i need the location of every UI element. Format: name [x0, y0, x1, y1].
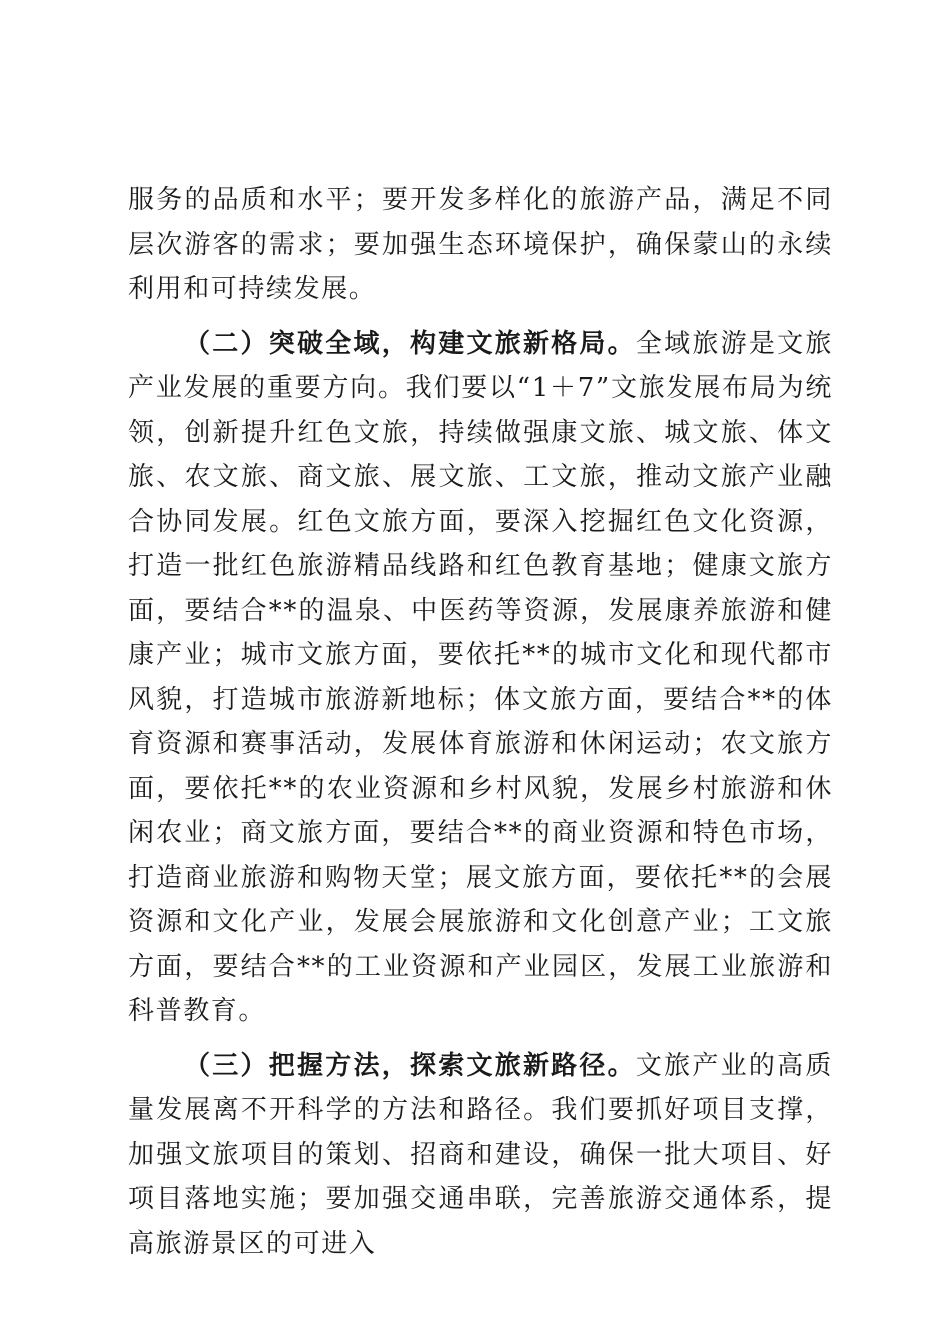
section-heading: （二）突破全域，构建文旅新格局。 — [184, 328, 636, 359]
section-heading: （三）把握方法，探索文旅新路径。 — [184, 1050, 636, 1081]
paragraph-continuation — [128, 178, 833, 312]
paragraph-section-3 — [128, 1044, 833, 1267]
paragraph-text: 全域旅游是文旅产业发展的重要方向。我们要以“1＋7”文旅发展布局为统领，创新提升红色文旅，持续做强康文旅、城文旅、体文旅、农文旅、商文旅、展文旅、工文旅，推动文旅产业融合协同发展。红色文旅方面，要深入挖掘红色文化资源，打造一批红色旅游精品线路和红色教育基地；健康文旅方面，要结合**的温泉、中医药等资源，发展康养旅游和健康产业；城市文旅方面，要依托**的城市文化和现代都市风貌，打造城市旅游新地标；体文旅方面，要结合**的体育资源和赛事活动，发展体育旅游和休闲运动；农文旅方面，要依托**的农业资源和乡村风貌，发展乡村旅游和休闲农业；商文旅方面，要结合**的商业资源和特色市场，打造商业旅游和购物天堂；展文旅方面，要依托**的会展资源和文化产业，发展会展旅游和文化创意产业；工文旅方面，要结合**的工业资源和产业园区，发展工业旅游和科普教育。 — [128, 328, 833, 1026]
paragraph-text: 文旅产业的高质量发展离不开科学的方法和路径。我们要抓好项目支撑，加强文旅项目的策划、招商和建设，确保一批大项目、好项目落地实施；要加强交通串联，完善旅游交通体系，提高旅游景区的可进入 — [128, 1050, 833, 1259]
paragraph-text: 服务的品质和水平；要开发多样化的旅游产品，满足不同层次游客的需求；要加强生态环境保护，确保蒙山的永续利用和可持续发展。 — [128, 185, 833, 304]
document-page — [128, 178, 833, 1276]
paragraph-section-2 — [128, 322, 833, 1034]
